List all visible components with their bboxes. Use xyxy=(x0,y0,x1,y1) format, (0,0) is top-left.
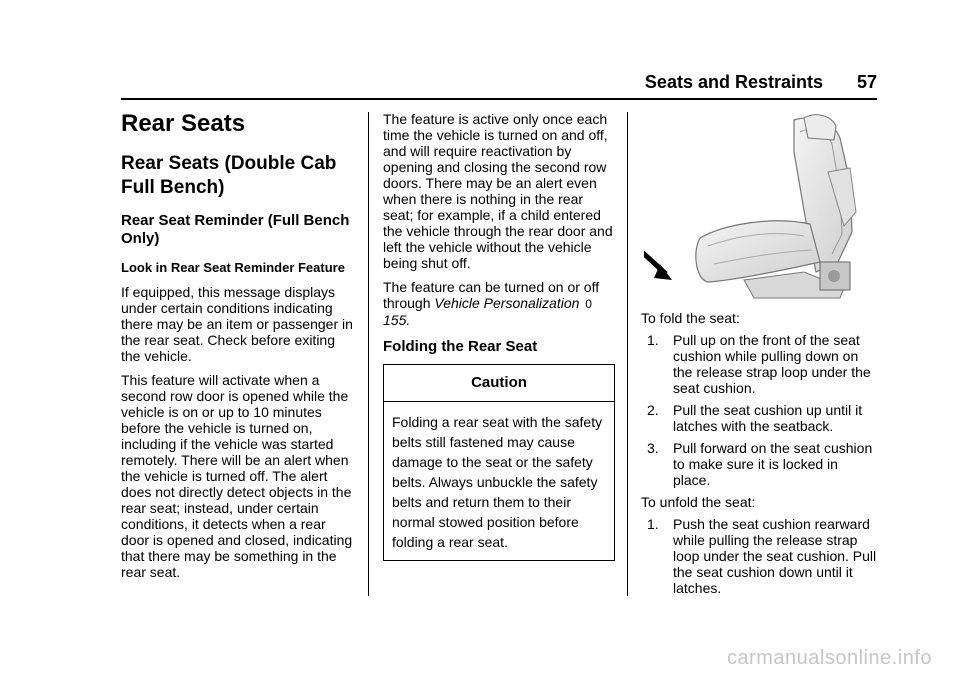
step-number: 2. xyxy=(647,402,659,418)
heading-seat-reminder: Rear Seat Reminder (Full Bench Only) xyxy=(121,212,350,247)
heading-look-in-feature: Look in Rear Seat Reminder Feature xyxy=(121,260,345,275)
caution-title: Caution xyxy=(384,365,614,402)
list-item xyxy=(641,516,877,596)
step-text: Pull up on the front of the seat cushion while pulling down on the release strap loop under the seat cushion. xyxy=(673,332,871,396)
step-text: Pull forward on the seat cushion to make sure it is locked in place. xyxy=(673,440,873,488)
paragraph-message: If equipped, this message displays under certain conditions indicating there may be an item or passenger in the rear seat. Check before exiting the vehicle. xyxy=(121,284,353,364)
watermark: carmanualsonline.info xyxy=(726,647,932,669)
column-divider-right xyxy=(627,112,628,596)
fold-steps xyxy=(641,332,877,488)
column-3 xyxy=(641,310,877,602)
paragraph-turn-on-off xyxy=(383,279,615,328)
header-rule xyxy=(121,98,877,100)
page-number: 57 xyxy=(856,72,877,92)
section-title: Seats and Restraints xyxy=(644,72,823,92)
list-item xyxy=(641,402,877,434)
list-item xyxy=(641,440,877,488)
fold-intro: To fold the seat: xyxy=(641,310,740,326)
step-number: 3. xyxy=(647,440,659,456)
page-header xyxy=(121,62,877,94)
column-divider-left xyxy=(368,112,369,596)
paragraph-active-once: The feature is active only once each time the vehicle is turned on and off, and will require reactivation by opening and closing the second row doors. There may be an alert even when there is nothing in the rear seat; for example, if a child entered the vehicle through the rear door and left the vehicle without the vehicle being shut off. xyxy=(383,111,613,271)
paragraph-activate: This feature will activate when a second row door is opened while the vehicle is on or up to 10 minutes before the vehicle is turned on, including if the vehicle was started remotely. There will be an alert when the vehicle is turned off. The alert does not directly detect objects in the rear seat; instead, under certain conditions, it detects when a rear door is opened and closed, indicating that there may be something in the rear seat. xyxy=(121,372,353,580)
step-text: Push the seat cushion rearward while pulling the release strap loop under the seat cushion. Pull the seat cushion down until it latches. xyxy=(673,516,877,596)
unfold-steps xyxy=(641,516,877,596)
caution-text: Folding a rear seat with the safety belts still fastened may cause damage to the seat or the safety belts. Always unbuckle the safety belts and return them to their normal stowed position before folding a rear seat. xyxy=(392,414,603,550)
unfold-intro: To unfold the seat: xyxy=(641,494,756,510)
heading-rear-seats: Rear Seats xyxy=(121,110,246,137)
page-reference-icon: 0 xyxy=(585,297,592,311)
step-text: Pull the seat cushion up until it latches with the seatback. xyxy=(673,402,863,434)
list-item xyxy=(641,332,877,396)
heading-folding: Folding the Rear Seat xyxy=(383,338,538,355)
step-number: 1. xyxy=(647,332,659,348)
caution-box xyxy=(383,364,615,561)
link-page-155[interactable]: 155. xyxy=(383,312,411,328)
step-number: 1. xyxy=(647,516,659,532)
heading-double-cab: Rear Seats (Double Cab Full Bench) xyxy=(121,153,337,198)
link-vehicle-personalization[interactable]: Vehicle Personalization xyxy=(434,295,580,311)
rear-seat-icon xyxy=(644,112,874,300)
text-through: The feature can be turned on or off through xyxy=(383,279,600,311)
seat-illustration xyxy=(644,112,874,300)
column-2 xyxy=(383,111,615,561)
column-1 xyxy=(121,110,355,588)
